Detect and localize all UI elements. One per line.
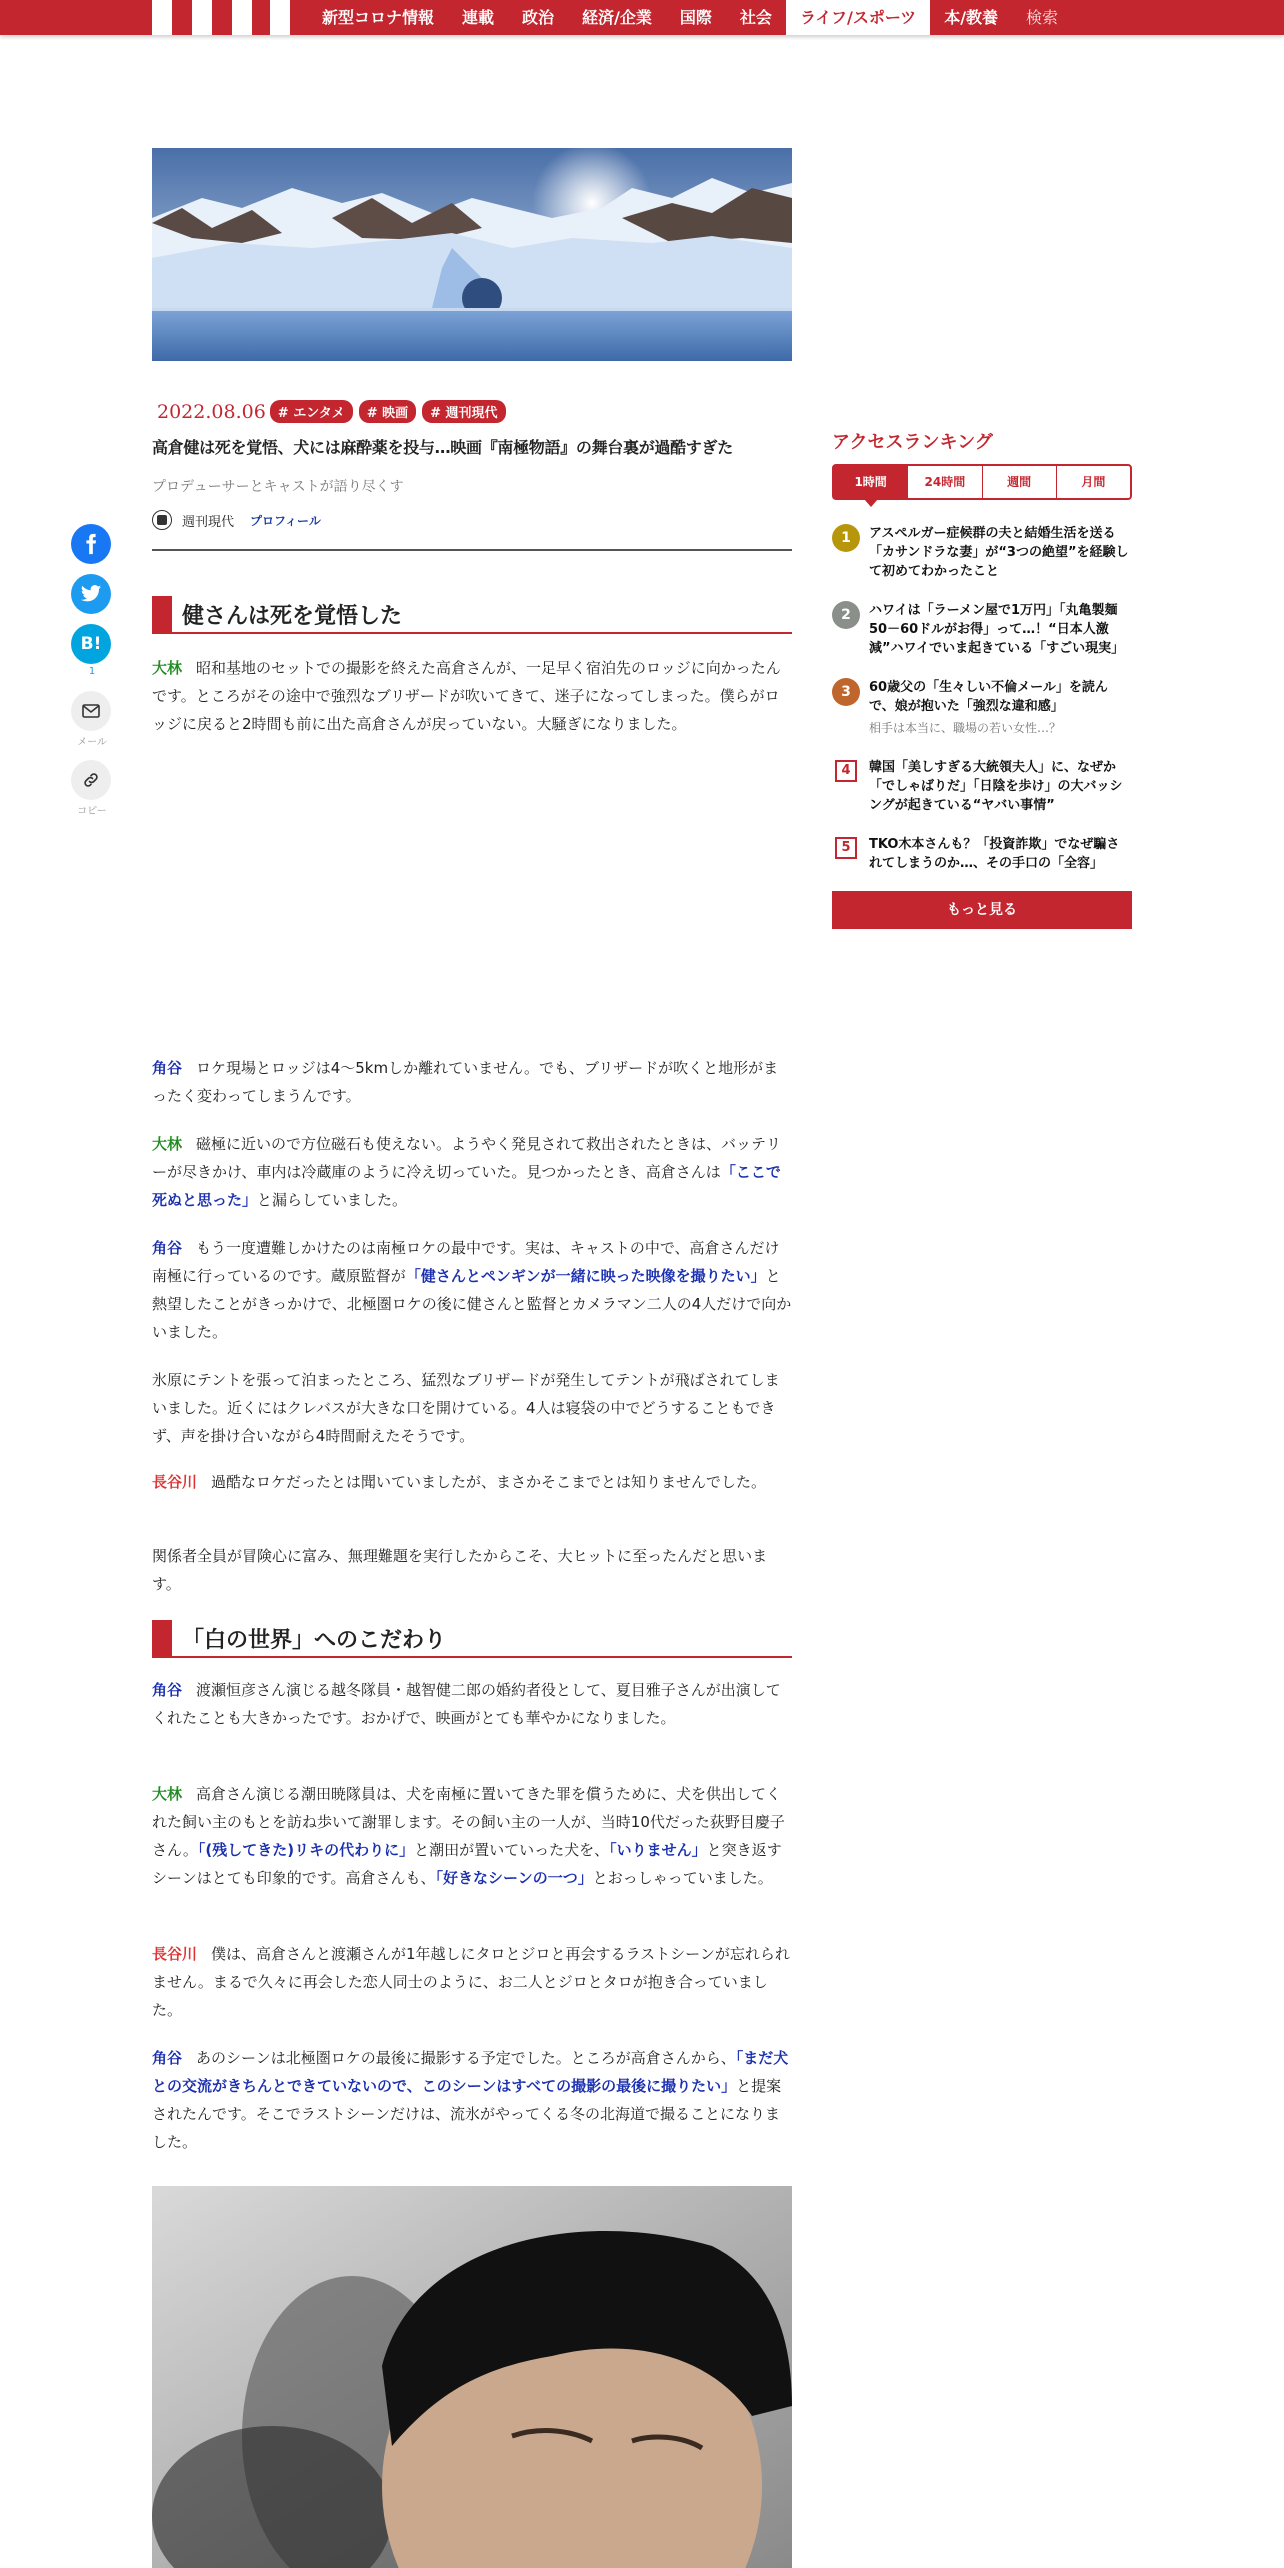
rank-badge: 4: [835, 760, 857, 782]
speaker-name: 大林: [152, 1785, 183, 1803]
ranking-item[interactable]: [832, 758, 1132, 815]
speaker-name: 長谷川: [152, 1473, 198, 1491]
rank-badge: 1: [832, 524, 860, 552]
nav-item-international[interactable]: 国際: [679, 8, 712, 27]
paragraph-text: と提案されたんです。そこでラストシーンだけは、流氷がやってくる冬の北海道で撮ることになりました。: [152, 2077, 782, 2151]
tag-movie[interactable]: # 映画: [359, 400, 416, 423]
ranking-subtitle: 相手は本当に、職場の若い女性…？: [869, 721, 1062, 735]
nav-item-life-sports[interactable]: ライフ/スポーツ: [786, 0, 930, 35]
twitter-share-button[interactable]: [71, 574, 111, 614]
section-heading-2-text: 「白の世界」へのこだわり: [182, 1628, 447, 1653]
top-navigation: [0, 0, 1284, 35]
ranking-tabs: [832, 464, 1132, 500]
quote-text: 「ここで死ぬと思った」: [152, 1163, 781, 1209]
speaker-name: 大林: [152, 659, 183, 677]
article-date: 2022.08.06: [157, 400, 266, 423]
twitter-icon: [80, 584, 102, 604]
rank-badge: 5: [835, 837, 857, 859]
paragraph-text: 僕は、高倉さんと渡瀬さんが1年越しにタロとジロと再会するラストシーンが忘れられません。まるで久々に再会した恋人同士のように、お二人とジロとタロが抱き合っていました。: [152, 1945, 790, 2019]
paragraph-5: [152, 1366, 792, 1450]
ranking-item[interactable]: [832, 601, 1132, 658]
hatena-bookmark-button[interactable]: [71, 624, 111, 664]
speaker-name: 大林: [152, 1135, 183, 1153]
facebook-share-button[interactable]: [71, 524, 111, 564]
paragraph-text: あのシーンは北極圏ロケの最後に撮影する予定でした。ところが高倉さんから、: [196, 2049, 736, 2067]
paragraph-11: [152, 2044, 792, 2156]
tab-1-hour[interactable]: 1時間: [834, 466, 907, 498]
nav-item-corona[interactable]: 新型コロナ情報: [322, 8, 435, 27]
section-heading-1: [152, 594, 792, 634]
nav-search[interactable]: 検索: [1026, 8, 1059, 27]
nav-item-politics[interactable]: 政治: [522, 8, 555, 27]
copy-link-button[interactable]: [71, 760, 111, 800]
paragraph-text: と突き返すシーンはとても印象的です。高倉さんも、: [152, 1841, 782, 1887]
mail-label: メール: [77, 737, 107, 748]
paragraph-text: 氷原にテントを張って泊まったところ、猛烈なブリザードが発生してテントが飛ばされてしまいました。近くにはクレバスが大きな口を開けている。4人は寝袋の中でどうすることもできず、声を掛け合いながら4時間耐えたそうです。: [152, 1371, 780, 1445]
tag-weekly-gendai[interactable]: # 週刊現代: [422, 400, 505, 423]
tab-24-hours[interactable]: 24時間: [907, 466, 981, 498]
site-logo[interactable]: [152, 0, 290, 35]
paragraph-text: と漏らしていました。: [257, 1191, 408, 1209]
profile-link[interactable]: プロフィール: [250, 513, 321, 528]
paragraph-1: [152, 654, 792, 738]
hero-image-glacier: [152, 148, 792, 361]
ranking-title: TKO木本さんも？「投資詐欺」でなぜ騙されてしまうのか…、その手口の「全容」: [869, 837, 1120, 871]
paragraph-text: とおっしゃっていました。: [592, 1869, 773, 1887]
paragraph-text: 過酷なロケだったとは聞いていましたが、まさかそこまでとは知りませんでした。: [211, 1473, 767, 1491]
paragraph-8: [152, 1676, 792, 1732]
share-bar: [71, 524, 113, 829]
paragraph-10: [152, 1940, 792, 2024]
nav-item-society[interactable]: 社会: [739, 8, 772, 27]
speaker-name: 角谷: [152, 1681, 183, 1699]
article-subtitle: プロデューサーとキャストが語り尽くす: [152, 479, 404, 495]
paragraph-text: 渡瀬恒彦さん演じる越冬隊員・越智健二郎の婚約者役として、夏目雅子さんが出演してくれたことも大きかったです。おかげで、映画がとても華やかになりました。: [152, 1681, 781, 1727]
mail-share-button[interactable]: [71, 691, 111, 731]
paragraph-text: 昭和基地のセットでの撮影を終えた高倉さんが、一足早く宿泊先のロッジに向かったんです。ところがその途中で強烈なブリザードが吹いてきて、迷子になってしまった。僕らがロッジに戻ると2時間も前に出た高倉さんが戻っていない。大騒ぎになりました。: [152, 659, 781, 733]
paragraph-text: 高倉さん演じる潮田暁隊員は、犬を南極に置いてきた罪を償うために、犬を供出してくれた飼い主のもとを訪ね歩いて謝罪します。その飼い主の一人が、当時10代だった荻野目慶子さん。: [152, 1785, 785, 1859]
section-heading-1-text: 健さんは死を覚悟した: [182, 604, 403, 629]
rank-badge: 2: [832, 601, 860, 629]
copy-label: コピー: [77, 806, 107, 817]
paragraph-7: [152, 1542, 792, 1598]
article-header: [152, 400, 792, 530]
quote-text: 「(残してきた)リキの代わりに」: [197, 1841, 415, 1859]
more-button[interactable]: もっと見る: [832, 891, 1132, 929]
quote-text: 「いりません」: [609, 1841, 707, 1859]
hatena-count: 1: [88, 666, 96, 677]
speaker-name: 角谷: [152, 1239, 183, 1257]
paragraph-text: と潮田が置いていった犬を、: [414, 1841, 610, 1859]
rank-badge: 3: [832, 678, 860, 706]
paragraph-2: [152, 1054, 792, 1110]
ranking-title: 韓国「美しすぎる大統領夫人」に、なぜか「でしゃばりだ」「日陰を歩け」の大バッシングが起きている“ヤバい事情”: [869, 760, 1123, 813]
article-photo-portrait: [152, 2186, 792, 2568]
ranking-title: 60歳父の「生々しい不倫メール」を読んで、娘が抱いた「強烈な違和感」: [869, 680, 1108, 714]
nav-item-books[interactable]: 本/教養: [944, 8, 999, 27]
hatena-icon: B!: [80, 634, 102, 654]
paragraph-text: 関係者全員が冒険心に富み、無理難題を実行したからこそ、大ヒットに至ったんだと思います。: [152, 1547, 768, 1593]
ranking-title: ハワイは「ラーメン屋で1万円」「丸亀製麺50－60ドルがお得」って…！“日本人激減”ハワイでいま起きている「すごい現実」: [869, 603, 1125, 656]
quote-text: 「まだ犬との交流がきちんとできていないので、このシーンはすべての撮影の最後に撮りたい」: [152, 2049, 789, 2095]
author-avatar: [152, 510, 172, 530]
quote-text: 「健さんとペンギンが一緒に映った映像を撮りたい」: [405, 1267, 766, 1285]
article-title: 高倉健は死を覚悟、犬には麻酔薬を投与…映画『南極物語』の舞台裏が過酷すぎた: [152, 438, 733, 457]
facebook-icon: [80, 533, 102, 555]
speaker-name: 角谷: [152, 2049, 183, 2067]
paragraph-text: 磁極に近いので方位磁石も使えない。ようやく発見されて救出されたときは、バッテリーが尽きかけ、車内は冷蔵庫のように冷え切っていた。見つかったとき、高倉さんは: [152, 1135, 782, 1181]
nav-menu: [308, 0, 1072, 35]
quote-text: 「好きなシーンの一つ」: [435, 1869, 593, 1887]
ranking-item[interactable]: [832, 678, 1132, 738]
paragraph-4: [152, 1234, 792, 1346]
author-name[interactable]: 週刊現代: [182, 514, 235, 530]
ranking-item[interactable]: [832, 835, 1132, 873]
ranking-heading: アクセスランキング: [832, 432, 993, 453]
section-heading-2: [152, 1618, 792, 1658]
access-ranking: [832, 428, 1132, 929]
header-divider: [152, 549, 792, 551]
nav-item-economy[interactable]: 経済/企業: [582, 8, 652, 27]
ranking-item[interactable]: [832, 524, 1132, 581]
speaker-name: 角谷: [152, 1059, 183, 1077]
paragraph-3: [152, 1130, 792, 1214]
tab-weekly[interactable]: 週間: [982, 466, 1056, 498]
paragraph-text: と熱望したことがきっかけで、北極圏ロケの後に健さんと監督とカメラマン二人の4人だけで向かいました。: [152, 1267, 792, 1341]
ranking-title: アスペルガー症候群の夫と結婚生活を送る「カサンドラな妻」が“3つの絶望”を経験して初めてわかったこと: [869, 526, 1129, 579]
tab-monthly[interactable]: 月間: [1056, 466, 1130, 498]
nav-item-series[interactable]: 連載: [462, 8, 495, 27]
paragraph-text: もう一度遭難しかけたのは南極ロケの最中です。実は、キャストの中で、高倉さんだけ南極に行っているのです。蔵原監督が: [152, 1239, 780, 1285]
mail-icon: [82, 704, 100, 718]
link-icon: [82, 771, 100, 789]
tag-entertainment[interactable]: # エンタメ: [270, 400, 353, 423]
paragraph-6: [152, 1468, 792, 1496]
paragraph-text: ロケ現場とロッジは4～5kmしか離れていません。でも、ブリザードが吹くと地形がまったく変わってしまうんです。: [152, 1059, 779, 1105]
paragraph-9: [152, 1780, 792, 1892]
speaker-name: 長谷川: [152, 1945, 198, 1963]
